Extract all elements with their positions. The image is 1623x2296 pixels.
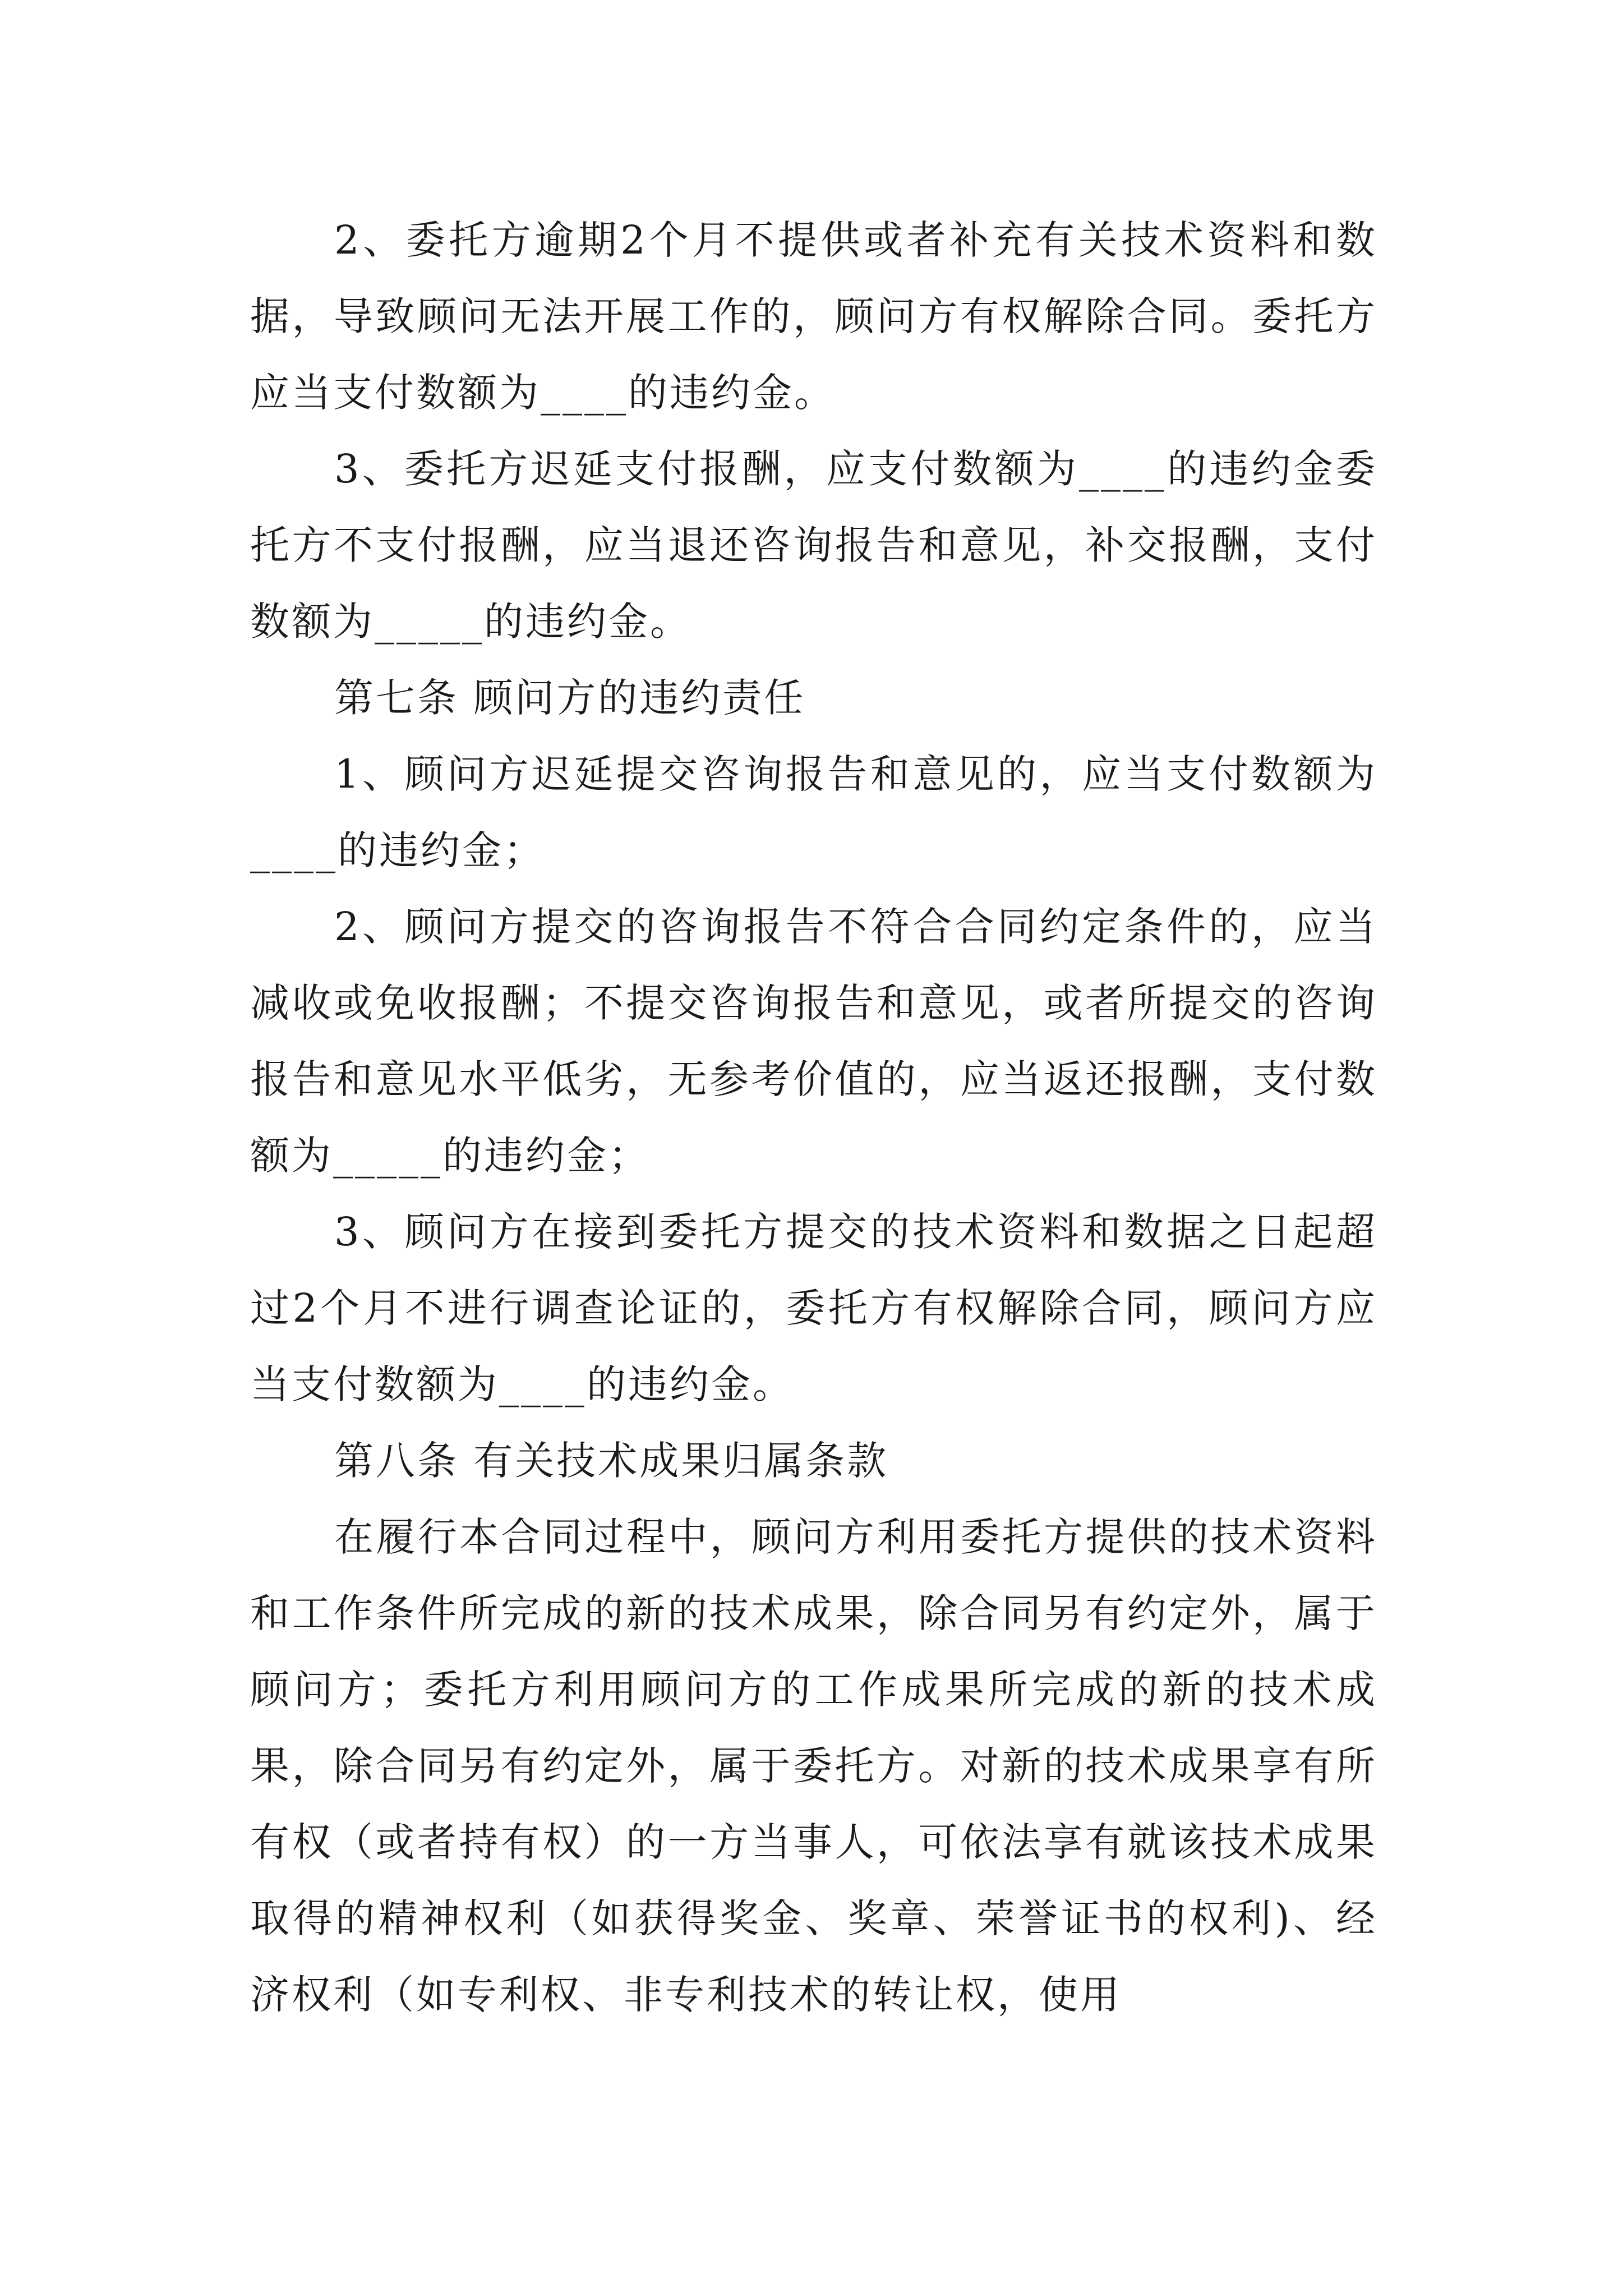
- paragraph-consultant-clause-1: 1、顾问方迟延提交咨询报告和意见的，应当支付数额为____的违约金；: [250, 751, 1377, 873]
- document-body: [250, 202, 1377, 2033]
- paragraph-consultant-clause-3: 3、顾问方在接到委托方提交的技术资料和数据之日起超过2个月不进行调查论证的，委托方有权解除合同，顾问方应当支付数额为____的违约金。: [250, 1209, 1377, 1407]
- paragraph-consultant-clause-2: 2、顾问方提交的咨询报告不符合合同约定条件的，应当减收或免收报酬；不提交咨询报告和意见，或者所提交的咨询报告和意见水平低劣，无参考价值的，应当返还报酬，支付数额为_____的违约金；: [250, 904, 1377, 1179]
- paragraph-tech-results-ownership: 在履行本合同过程中，顾问方利用委托方提供的技术资料和工作条件所完成的新的技术成果，除合同另有约定外，属于顾问方；委托方利用顾问方的工作成果所完成的新的技术成果，除合同另有约定外，属于委托方。对新的技术成果享有所有权（或者持有权）的一方当事人，可依法享有就该技术成果取得的精神权利（如获得奖金、奖章、荣誉证书的权利)、经济权利（如专利权、非专利技术的转让权，使用: [250, 1514, 1377, 2018]
- article-8-heading: 第八条 有关技术成果归属条款: [334, 1438, 889, 1484]
- paragraph-clause-3-client-payment: 3、委托方迟延支付报酬，应支付数额为____的违约金委托方不支付报酬，应当退还咨询报告和意见，补交报酬，支付数额为_____的违约金。: [250, 446, 1377, 645]
- paragraph-clause-2-client-delay: 2、委托方逾期2个月不提供或者补充有关技术资料和数据，导致顾问无法开展工作的，顾问方有权解除合同。委托方应当支付数额为____的违约金。: [250, 217, 1377, 416]
- article-7-heading: 第七条 顾问方的违约责任: [334, 675, 806, 721]
